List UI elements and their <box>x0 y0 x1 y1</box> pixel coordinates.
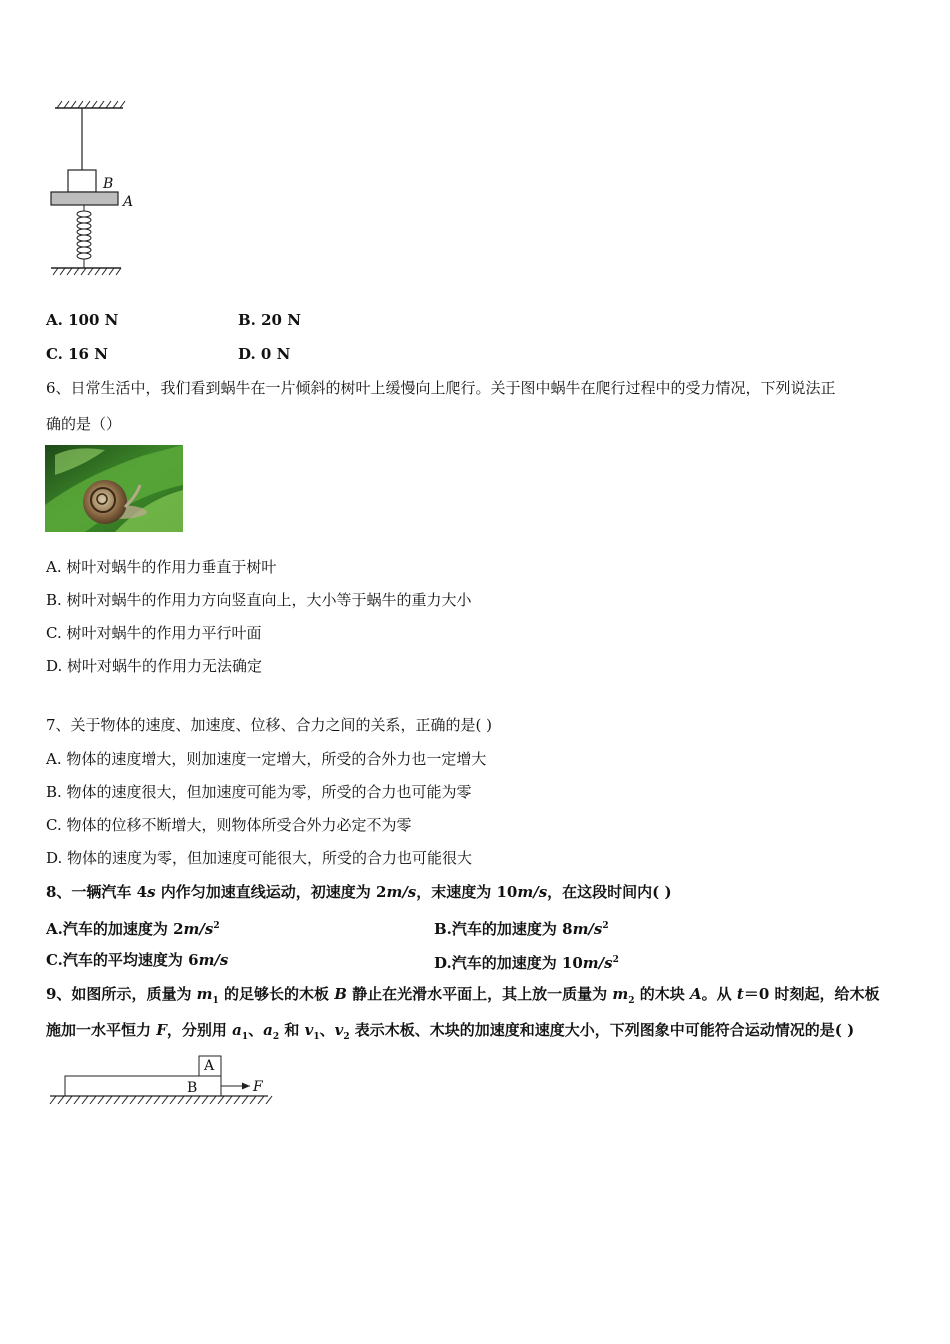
q5-option-c: C. 16 N <box>46 345 108 363</box>
q8-option-a: A.汽车的加速度为 $2m/s^2$ <box>46 920 220 938</box>
q6-stem-line1: 6、日常生活中，我们看到蜗牛在一片倾斜的树叶上缓慢向上爬行。关于图中蜗牛在爬行过程中的受力情况，下列说法正 <box>46 379 836 397</box>
q5-option-d: D. 0 N <box>238 345 291 363</box>
figure-label-b: B <box>103 176 114 192</box>
q5-option-b: B. 20 N <box>238 311 301 329</box>
q7-option-d: D. 物体的速度为零，但加速度可能很大，所受的合力也可能很大 <box>46 849 473 867</box>
q6-option-d: D. 树叶对蜗牛的作用力无法确定 <box>46 657 263 675</box>
q6-option-b: B. 树叶对蜗牛的作用力方向竖直向上，大小等于蜗牛的重力大小 <box>46 591 472 609</box>
q7-option-a: A. 物体的速度增大，则加速度一定增大，所受的合外力也一定增大 <box>46 750 487 768</box>
q9-figure-label-b: B <box>187 1080 198 1096</box>
spring-block-figure <box>45 98 145 278</box>
q9-stem-line1: 9、如图所示，质量为 $m_1$ 的足够长的木板 B 静止在光滑水平面上，其上放一质量为 $m_2$ 的木块 A。从 t＝0 时刻起，给木板 <box>46 985 880 1006</box>
board-block-figure <box>46 1054 276 1110</box>
q7-option-b: B. 物体的速度很大，但加速度可能为零，所受的合力也可能为零 <box>46 783 472 801</box>
q9-figure-label-f: F <box>253 1079 263 1095</box>
q8-option-d: D.汽车的加速度为 $10m/s^2$ <box>434 954 619 972</box>
figure-label-a: A <box>123 194 134 210</box>
q6-option-c: C. 树叶对蜗牛的作用力平行叶面 <box>46 624 262 642</box>
q7-option-c: C. 物体的位移不断增大，则物体所受合外力必定不为零 <box>46 816 412 834</box>
q8-option-b: B.汽车的加速度为 $8m/s^2$ <box>434 920 609 938</box>
q7-stem: 7、关于物体的速度、加速度、位移、合力之间的关系，正确的是( ) <box>46 716 493 734</box>
q9-stem-line2: 施加一水平恒力 F，分别用 $a_1$、$a_2$ 和 $v_1$、$v_2$ 表示木板、木块的加速度和速度大小，下列图象中可能符合运动情况的是( ) <box>46 1021 855 1042</box>
q8-stem: 8、一辆汽车 4s 内作匀加速直线运动，初速度为 2m/s，末速度为 10m/s，在这段时间内( ) <box>46 883 672 901</box>
q5-option-a: A. 100 N <box>46 311 119 329</box>
snail-photo <box>45 445 183 532</box>
q8-option-c: C.汽车的平均速度为 6m/s <box>46 951 229 969</box>
q6-stem-line2: 确的是（） <box>46 415 122 433</box>
q9-figure-label-a: A <box>204 1058 215 1074</box>
q6-option-a: A. 树叶对蜗牛的作用力垂直于树叶 <box>46 558 277 576</box>
